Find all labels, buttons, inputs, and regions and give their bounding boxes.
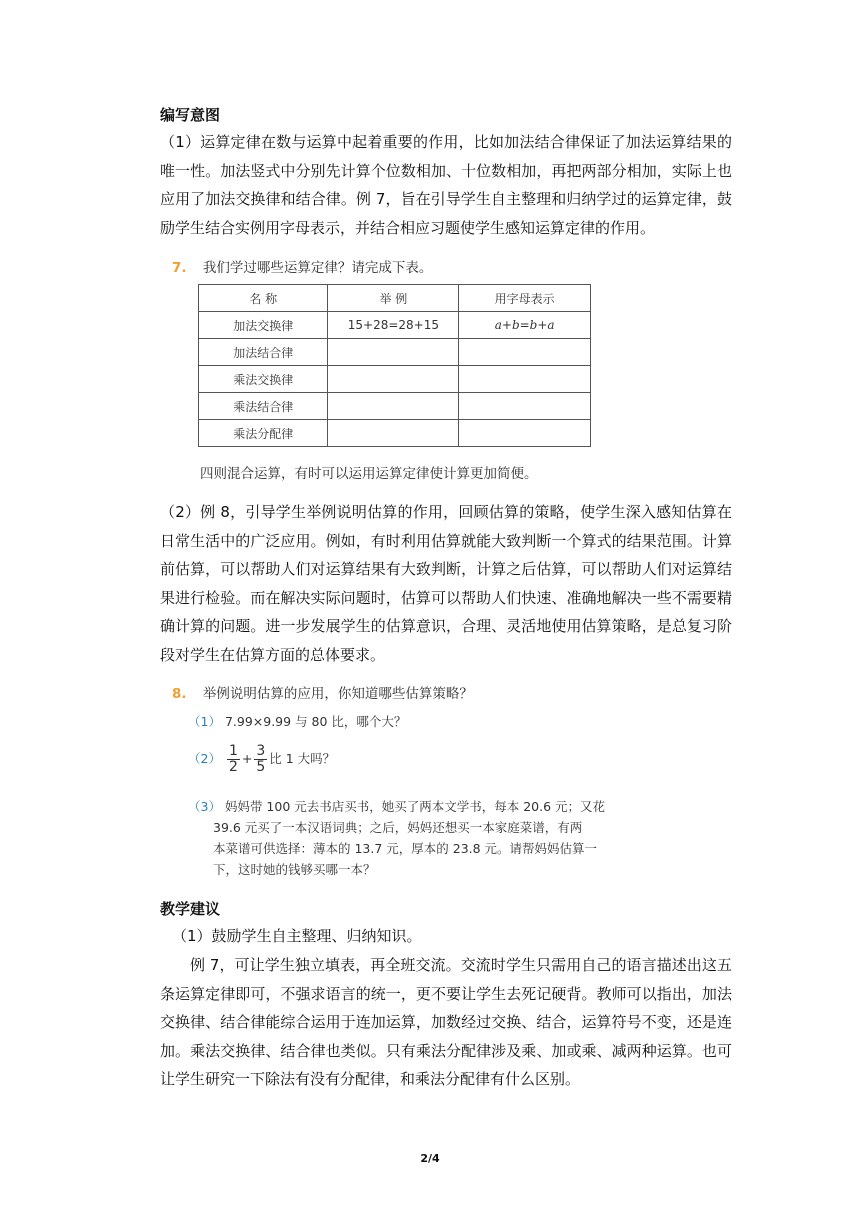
table-cell (459, 339, 591, 366)
table-row (199, 393, 591, 420)
fraction-three-fifths (254, 744, 267, 775)
table-cell (328, 366, 459, 393)
exercise-8-title (172, 682, 473, 702)
table-cell (328, 420, 459, 447)
table-cell: 乘法交换律 (199, 366, 328, 393)
table-cell: 乘法分配律 (199, 420, 328, 447)
section-heading-intent: 编写意图 (160, 106, 221, 124)
table-header-row (199, 285, 591, 312)
table-cell: 加法交换律 (199, 312, 328, 339)
fraction-numerator: 3 (256, 743, 266, 759)
table-cell (328, 393, 459, 420)
exercise-8-question: 举例说明估算的应用，你知道哪些估算策略？ (202, 686, 473, 702)
table-row (199, 366, 591, 393)
fraction-denominator: 2 (228, 759, 238, 775)
teaching-point-1: （1）鼓励学生自主整理、归纳知识。 (172, 927, 422, 945)
table-header-cell: 用字母表示 (459, 285, 591, 312)
table-cell (459, 366, 591, 393)
exercise-8-number: 8. (172, 686, 187, 702)
sub-text: 7.99×9.99 与 80 比，哪个大？ (224, 714, 407, 729)
table-cell (459, 393, 591, 420)
sub-number: （1） (188, 714, 221, 729)
fraction-one-half (227, 744, 240, 775)
fraction-denominator: 5 (256, 759, 266, 775)
table-cell (328, 339, 459, 366)
sub-number: （2） (188, 751, 221, 766)
paragraph-intent-2: （2）例 8，引导学生举例说明估算的作用，回顾估算的策略，使学生深入感知估算在日常生活中的广泛应用。例如，有时利用估算就能大致判断一个算式的结果范围。计算前估算，可以帮助人们对运算结果有大致判断，计算之后估算，可以帮助人们对运算结果进行检验。而在解决实际问题时，估算可以帮助人们快速、准确地解决一些不需要精确计算的问题。进一步发展学生的估算意识，合理、灵活地使用估算策略，是总复习阶段对学生在估算方面的总体要求。 (160, 503, 732, 664)
section-heading-teaching: 教学建议 (160, 900, 221, 918)
table-row (199, 339, 591, 366)
sub-text-line: 本菜谱可供选择：薄本的 13.7 元，厚本的 23.8 元。请帮妈妈估算一 (213, 841, 598, 856)
table-cell: 加法结合律 (199, 339, 328, 366)
sub-number: （3） (188, 799, 221, 814)
table-row (199, 312, 591, 339)
table-row (199, 420, 591, 447)
sub-text-line: 妈妈带 100 元去书店买书，她买了两本文学书，每本 20.6 元；又花 (224, 799, 606, 814)
paragraph-intent-1: （1）运算定律在数与运算中起着重要的作用，比如加法结合律保证了加法运算结果的唯一性。加法竖式中分别先计算个位数相加、十位数相加，再把两部分相加，实际上也应用了加法交换律和结合律。例 7，旨在引导学生自主整理和归纳学过的运算定律，鼓励学生结合实例用字母表示，并结合相应习题使学生感知运算定律的作用。 (160, 133, 732, 237)
exercise-8-sub-3 (188, 796, 628, 880)
teaching-paragraph: 例 7，可让学生独立填表，再全班交流。交流时学生只需用自己的语言描述出这五条运算定律即可，不强求语言的统一，更不要让学生去死记硬背。教师可以指出，加法交换律、结合律能综合运用于连加运算，加数经过交换、结合，运算符号不变，还是连加。乘法交换律、结合律也类似。只有乘法分配律涉及乘、加或乘、减两种运算。也可让学生研究一下除法有没有分配律，和乘法分配律有什么区别。 (160, 956, 732, 1088)
table-cell: 15+28=28+15 (328, 312, 459, 339)
sub-text-line: 39.6 元买了一本汉语词典；之后，妈妈还想买一本家庭菜谱，有两 (213, 820, 583, 835)
exercise-7-note: 四则混合运算，有时可以运用运算定律使计算更加简便。 (200, 466, 538, 482)
table-cell (459, 420, 591, 447)
table-header-cell: 举 例 (328, 285, 459, 312)
table-header-cell: 名 称 (199, 285, 328, 312)
exercise-7-question: 我们学过哪些运算定律？请完成下表。 (202, 260, 433, 276)
page-number: 2/4 (420, 1152, 440, 1165)
exercise-7-title (172, 256, 432, 276)
sub-text: 比 1 大吗？ (269, 751, 336, 766)
operation-laws-table (198, 284, 591, 447)
exercise-8-sub-1 (188, 712, 406, 730)
table-cell: 乘法结合律 (199, 393, 328, 420)
exercise-7-number: 7. (172, 260, 187, 276)
plus-sign: + (241, 751, 253, 766)
exercise-8-sub-2 (188, 744, 335, 775)
fraction-numerator: 1 (228, 743, 238, 759)
table-cell: a+b=b+a (459, 312, 591, 339)
sub-text-line: 下，这时她的钱够买哪一本？ (213, 862, 376, 877)
